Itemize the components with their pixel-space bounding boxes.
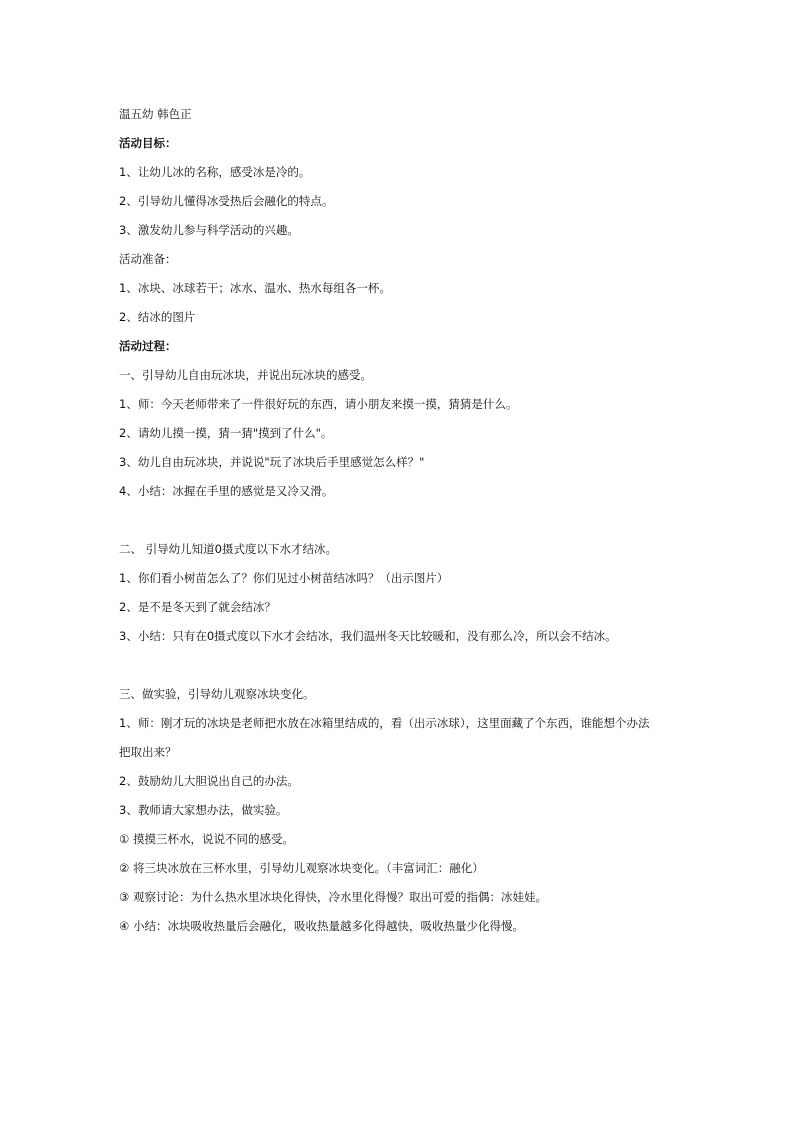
section1-item: 2、请幼儿摸一摸，猜一猜"摸到了什么"。 xyxy=(119,426,333,440)
section3-item1-line1: 1、师：刚才玩的冰块是老师把水放在冰箱里结成的，看（出示冰球），这里面藏了个东西，谁能想个办法 xyxy=(119,716,650,730)
author-line: 温五幼 韩色正 xyxy=(119,107,192,121)
section3-item1-line2: 把取出来？ xyxy=(119,745,177,759)
section2-item: 1、你们看小树苗怎么了？你们见过小树苗结冰吗？（出示图片） xyxy=(119,571,449,585)
goals-heading: 活动目标： xyxy=(119,136,177,150)
section2-item: 3、小结：只有在0摄式度以下水才会结冰，我们温州冬天比较暖和，没有那么冷，所以会不结冰。 xyxy=(119,629,617,643)
section1-item: 1、师：今天老师带来了一件很好玩的东西，请小朋友来摸一摸，猜猜是什么。 xyxy=(119,397,518,411)
section3-item: 3、教师请大家想办法，做实验。 xyxy=(119,803,288,817)
section3-item: 2、鼓励幼儿大胆说出自己的办法。 xyxy=(119,774,299,788)
prep-item: 2、结冰的图片 xyxy=(119,310,196,324)
experiment-step: ① 摸摸三杯水，说说不同的感受。 xyxy=(119,832,294,846)
blank-line xyxy=(119,651,699,680)
goal-item: 3、激发幼儿参与科学活动的兴趣。 xyxy=(119,223,299,237)
blank-line xyxy=(119,506,699,535)
goal-item: 2、引导幼儿懂得冰受热后会融化的特点。 xyxy=(119,194,334,208)
section1-item: 3、幼儿自由玩冰块，并说说"玩了冰块后手里感觉怎么样？" xyxy=(119,455,425,469)
section1-title: 一、引导幼儿自由玩冰块，并说出玩冰块的感受。 xyxy=(119,368,372,382)
goal-item: 1、让幼儿冰的名称，感受冰是冷的。 xyxy=(119,165,311,179)
prep-heading: 活动准备： xyxy=(119,252,177,266)
document-body xyxy=(119,100,699,941)
section3-title: 三、做实验，引导幼儿观察冰块变化。 xyxy=(119,687,315,701)
section2-title: 二、 引导幼儿知道0摄式度以下水才结冰。 xyxy=(119,542,337,556)
experiment-step: ④ 小结：冰块吸收热量后会融化，吸收热量越多化得越快，吸收热量少化得慢。 xyxy=(119,919,524,933)
section2-item: 2、是不是冬天到了就会结冰？ xyxy=(119,600,276,614)
experiment-step: ③ 观察讨论：为什么热水里冰块化得快，冷水里化得慢？取出可爱的指偶：冰娃娃。 xyxy=(119,890,547,904)
prep-item: 1、冰块、冰球若干；冰水、温水、热水每组各一杯。 xyxy=(119,281,391,295)
section1-item: 4、小结：冰握在手里的感觉是又冷又滑。 xyxy=(119,484,334,498)
experiment-step: ② 将三块冰放在三杯水里，引导幼儿观察冰块变化。（丰富词汇：融化） xyxy=(119,861,484,875)
process-heading: 活动过程： xyxy=(119,339,177,353)
